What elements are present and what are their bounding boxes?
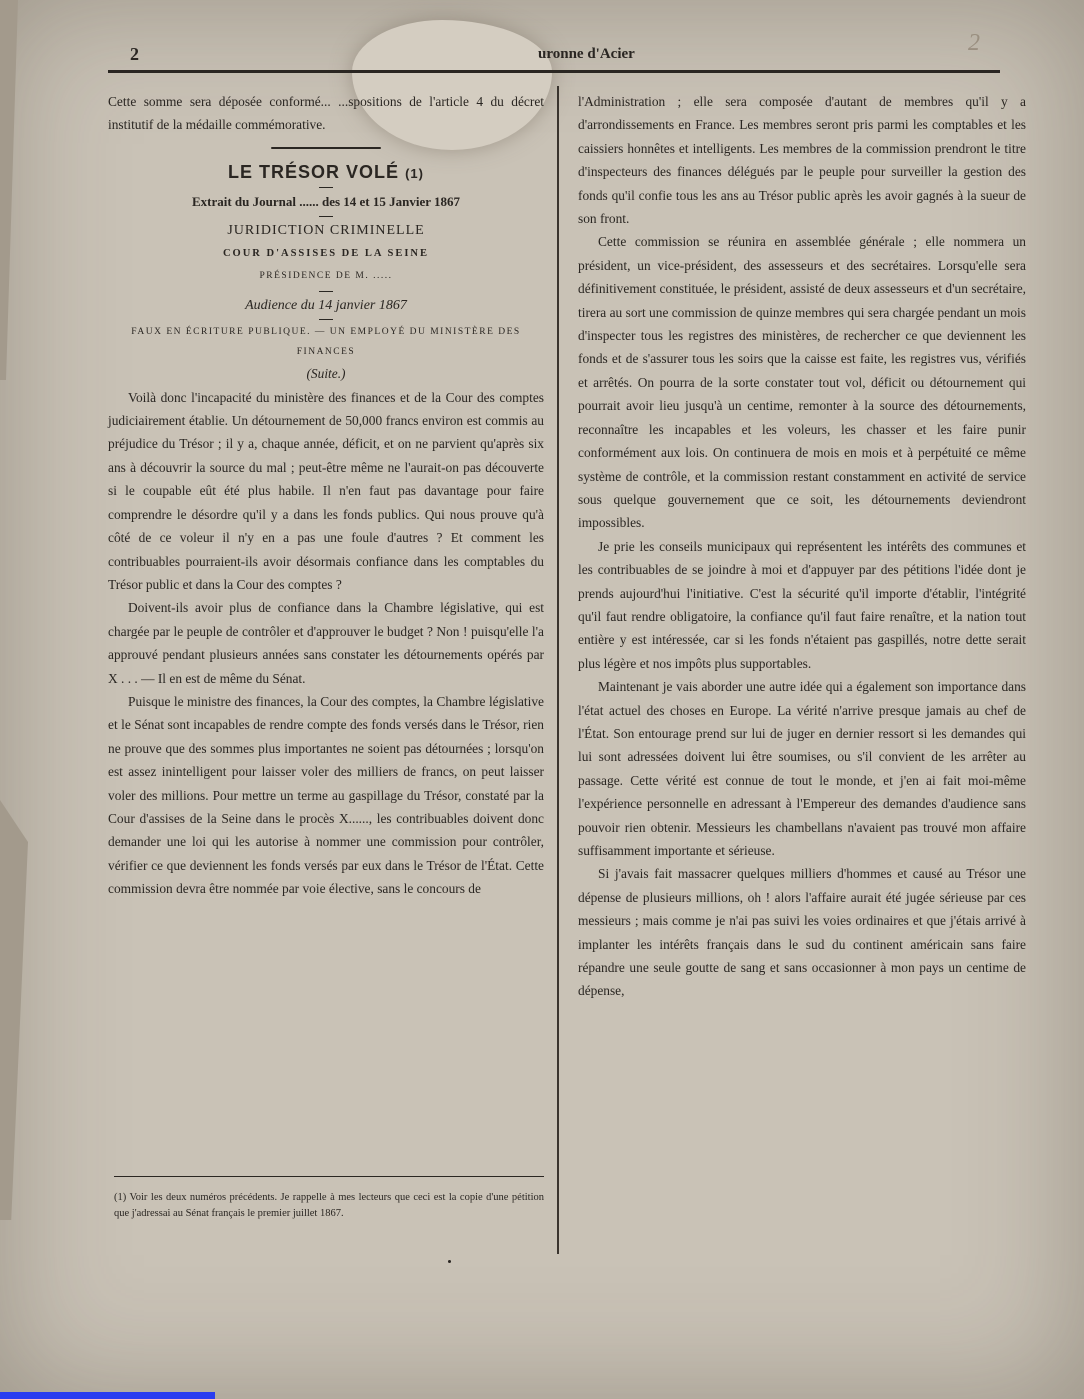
extract-line: Extrait du Journal ...... des 14 et 15 Janvier 1867: [191, 194, 461, 210]
jurisdiction-heading: JURIDICTION CRIMINELLE: [227, 222, 425, 238]
footnote: (1) Voir les deux numéros précédents. Je rappelle à mes lecteurs que ceci est la copie d'une pétition que j'adressai au Sénat français le premier juillet 1867.: [114, 1192, 544, 1219]
presidency-line: PRÉSIDENCE DE M. .....: [259, 271, 393, 282]
article-title-text: LE TRÉSOR VOLÉ: [228, 161, 400, 182]
handwritten-margin-mark: 2: [968, 30, 980, 56]
running-head: uronne d'Acier: [538, 46, 635, 62]
body-paragraph: Doivent-ils avoir plus de confiance dans la Chambre législative, qui est chargée par le peuple de contrôler et d'approuver le budget ? Non ! puisqu'elle l'a approuvé pendant plusieurs années sans constater les détournements opérés par X . . . — Il en est de même du Sénat.: [108, 600, 544, 686]
body-paragraph: Maintenant je vais aborder une autre idée qui a également son importance dans l'état actuel des choses en Europe. La vérité n'arrive presque jamais au chef de l'État. Son entourage prend sur lui de juger en dernier ressort si les demandes qui lui sont adressées doivent lui être soumises, ou s'il convient de les arrêter au passage. Cette vérité est connue de tout le monde, et j'en ai fait moi-même l'expérience personnelle en adressant à l'Empereur des demandes d'audience sans pouvoir rien obtenir. Messieurs les chambellans n'avaient pas trouvé mon affaire suffisamment importante et sérieuse.: [578, 679, 1026, 858]
body-paragraph: Puisque le ministre des finances, la Cour des comptes, la Chambre législative et le Sénat sont incapables de rendre compte des fonds versés dans le Trésor, rien ne prouve que des sommes plus importantes ne soient pas détournées ; lorsqu'on est assez inintelligent pour laisser voler des milliers de francs, on peut laisser voler des millions. Pour mettre un terme au gaspillage du Trésor, constaté par la Cour d'assises de la Seine dans le procès X......, les contribuables doivent donc demander une loi qui les autorise à nommer une commission pour contrôler, vérifier ce que deviennent les fonds versés par eux dans le Trésor de l'État. Cette commission devra être nommée par voie élective, sans le concours de: [108, 693, 544, 897]
body-paragraph: Cette commission se réunira en assemblée générale ; elle nommera un président, un vice-président, des assesseurs et des secrétaires. Lorsqu'elle sera définitivement constituée, le président, assisté de deux assesseurs et d'un secrétaire, tirera au sort une commission de quinze membres qui sera chargée pendant un mois d'inspecter tous les registres des ministères, de rechercher ce que deviennent les fonds et de s'assurer tous les soirs que la caisse est faite, les registres vus, vérifiés et arrêtés. On pourra de la sorte constater tout vol, déficit ou détournement qui pourrait avoir lieu jusqu'à un centime, remonter à la source des détournements, reconnaître les incapables et les voleurs, les chasser et les faire punir conformément aux lois. On continuera de mois en mois et à perpétuité ce même système de contrôle, et la commission restant constamment en activité de service sous quelque gouvernement que ce soit, les détournements deviendront impossibles.: [578, 234, 1026, 531]
title-footnote-mark: (1): [405, 165, 424, 181]
torn-edge-lower: [0, 800, 28, 1220]
suite-label: (Suite.): [306, 366, 346, 382]
page-number: 2: [130, 44, 139, 64]
ornament-divider: [271, 147, 381, 149]
ink-dot: [448, 1260, 451, 1263]
body-paragraph: Je prie les conseils municipaux qui représentent les intérêts des communes et les contribuables de se joindre à moi et d'appuyer par des pétitions l'idée dont je prends aujourd'hui l'initiative. C'est la sécurité qu'il importe d'établir, l'intégrité qu'il faut rendre obligatoire, la confiance qu'il faut faire renaître, et la nation tout entière y est intéressée, car si les fonds n'étaient pas gaspillés, notre dette serait plus légère et nos impôts plus supportables.: [578, 538, 1026, 671]
footnote-rule: [114, 1176, 544, 1177]
column-rule: [557, 86, 559, 1254]
body-paragraph: l'Administration ; elle sera composée d'autant de membres qu'il y a d'arrondissements en France. Les membres seront pris parmi les comptables et les caissiers honnêtes et intelligents. Les membres de la commission prendront le titre d'inspecteurs des finances délégués par le peuple pour surveiller la gestion des fonds qu'il confie tous les ans au Trésor public après les avoir gagnés à la sueur de son front.: [578, 94, 1026, 227]
scan-edge: [0, 1392, 215, 1399]
body-paragraph: Voilà donc l'incapacité du ministère des finances et de la Cour des comptes judiciairement établie. Un détournement de 50,000 francs environ est commis au préjudice du Trésor ; il y a, chaque année, déficit, et on ne parvient qu'après six ans à découvrir la source du mal ; peut-être même ne l'aurait-on pas découverte si le coupable eût été plus habile. Il n'en faut pas davantage pour faire comprendre le désordre qu'il y a dans les fonds publics. Qui nous prouve qu'à côté de ce voleur il n'y en a pas une foule d'autres ? Et comment les contribuables pourraient-ils avoir désormais confiance dans les comptables du Trésor public et dans la Cour des comptes ?: [108, 389, 544, 592]
right-column: [578, 90, 1026, 1003]
body-paragraph: Si j'avais fait massacrer quelques milliers d'hommes et causé au Trésor une dépense de plusieurs millions, oh ! alors l'affaire aurait été jugée sérieuse par ces messieurs ; mais comme je n'ai pas suivi les voies ordinaires et que j'étais arrivé à implanter les intérêts français dans le sud du continent américain sans faire répandre une seule goutte de sang et sans occasionner à mon pays un centime de dépense,: [578, 866, 1026, 999]
article-title: [108, 161, 544, 185]
court-heading: COUR D'ASSISES DE LA SEINE: [222, 248, 430, 260]
torn-edge: [0, 0, 60, 380]
dash-divider: [319, 291, 333, 292]
header-rule: [108, 70, 1000, 73]
page-header: [108, 30, 1000, 76]
intro-paragraph: Cette somme sera déposée conformé... ...spositions de l'article 4 du décret institutif de la médaille commémorative.: [108, 94, 544, 133]
hearing-date: Audience du 14 janvier 1867: [245, 297, 407, 313]
dash-divider: [319, 216, 333, 217]
dash-divider: [319, 187, 333, 188]
left-column: [108, 90, 544, 901]
dash-divider: [319, 319, 333, 320]
charge-heading: FAUX EN ÉCRITURE PUBLIQUE. — UN EMPLOYÉ DU MINISTÈRE DES FINANCES: [131, 327, 521, 358]
